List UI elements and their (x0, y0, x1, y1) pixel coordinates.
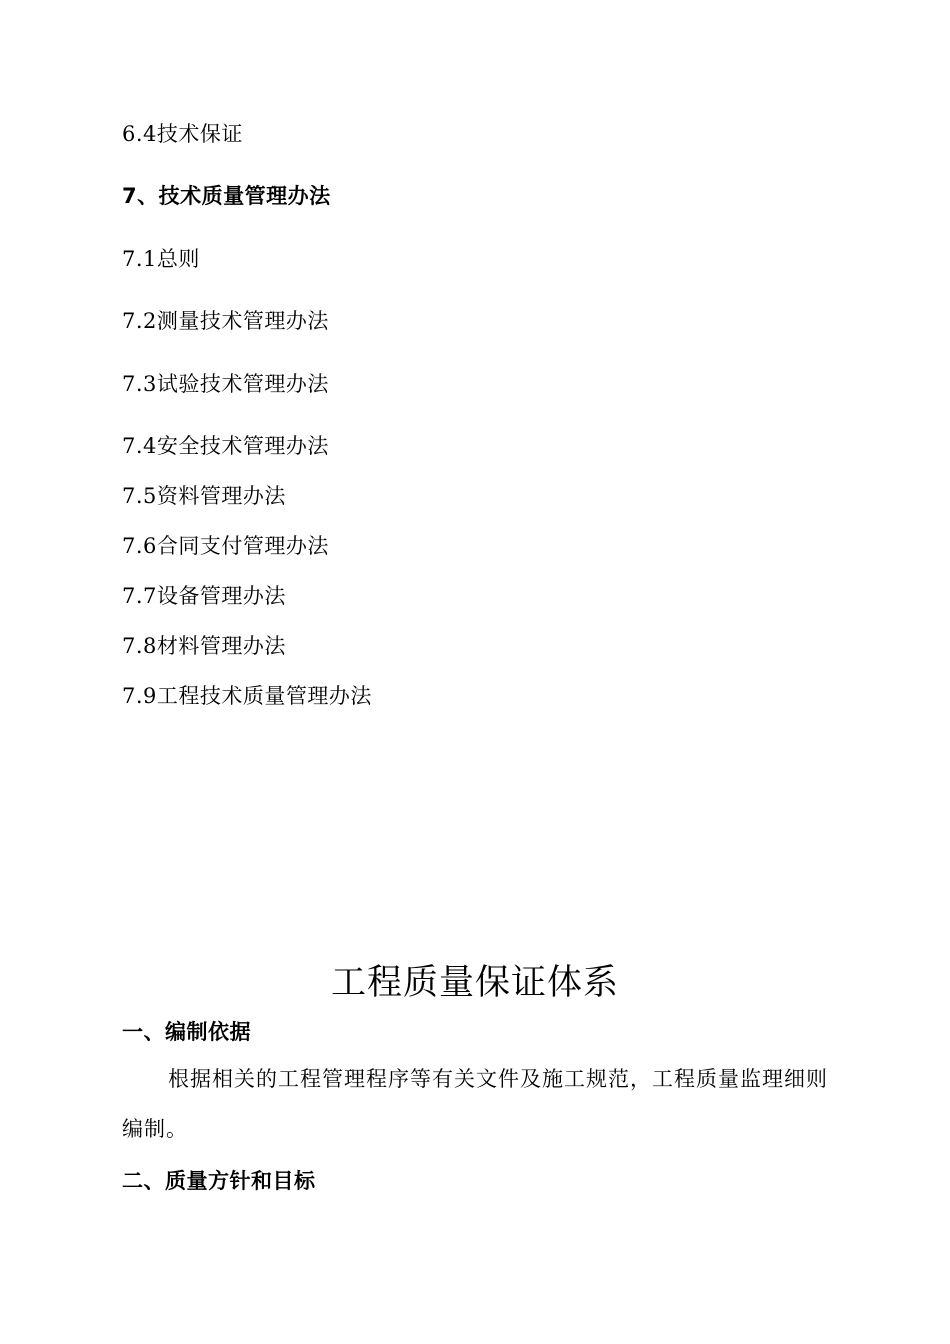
toc-item-7-3: 7.3试验技术管理办法 (122, 372, 329, 396)
section-2-heading: 二、质量方针和目标 (122, 1169, 316, 1193)
toc-section-7-heading: 7、技术质量管理办法 (122, 184, 331, 208)
toc-item-7-4: 7.4安全技术管理办法 (122, 434, 329, 458)
section-1-heading: 一、编制依据 (122, 1020, 251, 1044)
toc-item-7-6: 7.6合同支付管理办法 (122, 534, 329, 558)
section-1-paragraph: 根据相关的工程管理程序等有关文件及施工规范，工程质量监理细则编制。 (122, 1067, 828, 1141)
toc-item-6-4: 6.4技术保证 (122, 122, 243, 146)
toc-item-7-1: 7.1总则 (122, 247, 200, 271)
toc-item-7-9: 7.9工程技术质量管理办法 (122, 684, 372, 708)
toc-item-7-8: 7.8材料管理办法 (122, 634, 286, 658)
toc-item-7-7: 7.7设备管理办法 (122, 584, 286, 608)
document-title: 工程质量保证体系 (330, 963, 619, 1003)
toc-item-7-5: 7.5资料管理办法 (122, 484, 286, 508)
toc-item-7-2: 7.2测量技术管理办法 (122, 309, 329, 333)
